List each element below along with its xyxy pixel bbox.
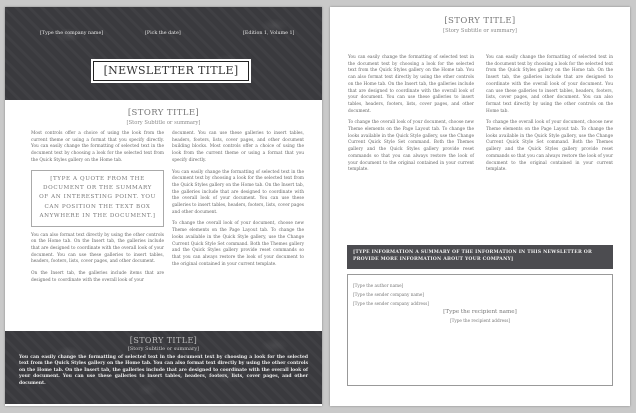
- company-info-bar[interactable]: [TYPE INFORMATION A SUMMARY OF THE INFORMATION IN THIS NEWSLETTER OR PROVIDE MORE INFORMATION ABOUT YOUR COMPANY]: [347, 245, 613, 269]
- recipient-address[interactable]: [Type the recipient address]: [449, 318, 511, 323]
- recipient-name[interactable]: [Type the recipient name]: [443, 309, 517, 315]
- newsletter-title[interactable]: [NEWSLETTER TITLE]: [93, 61, 249, 81]
- masthead: [5, 7, 322, 100]
- story-subtitle[interactable]: [Story Subtitle or summary]: [126, 120, 201, 126]
- band-body-text[interactable]: You can easily change the formatting of selected text in the document text by choosing a look for the selected text from the Quick Styles gallery on the Home tab. You can also format text directly by using the other controls on the Home tab. On the Insert tab, the galleries include that are designed to coordinate with the overall look of your document. You can use these galleries to insert tables, headers, footers, lists, cover pages, and other document.: [19, 355, 308, 386]
- sender-company-name[interactable]: [Type the sender company name]: [353, 292, 424, 297]
- newsletter-page-2: [330, 7, 630, 406]
- left-text-column: [31, 131, 164, 289]
- story-title[interactable]: [STORY TITLE]: [127, 108, 200, 118]
- left-text-column: [348, 55, 474, 179]
- author-name[interactable]: [Type the author name]: [353, 283, 404, 288]
- body-paragraph[interactable]: document. You can use these galleries to insert tables, headers, footers, lists, cover pages, and other document building blocks. Most controls offer a choice of using the look from the current theme or using a format that you specify directly.: [172, 131, 304, 163]
- body-paragraph[interactable]: You can also format text directly by using the other controls on the Home tab. On the Insert tab, the galleries include that are designed to coordinate with the overall look of your document. You can use these galleries to insert tables, headers, footers, lists, cover pages, and other document.: [31, 232, 164, 265]
- body-paragraph[interactable]: To change the overall look of your document, choose new Theme elements on the Page Layout tab. To change the looks available in the Quick Style gallery, use the Change Current Quick Style Set command. Both the Themes gallery and the Quick Styles gallery provide reset commands so that you can always restore the look of your document to the original contained in your current template.: [172, 221, 304, 267]
- edition-volume[interactable]: [Edition 1, Volume 1]: [243, 31, 295, 36]
- mailing-panel: [347, 274, 613, 386]
- issue-date[interactable]: [Pick the date]: [145, 31, 181, 36]
- body-paragraph[interactable]: You can easily change the formatting of selected text in the document text by choosing a look for the selected text from the Quick Styles gallery on the Home tab. On the Insert tab, the galleries include that are designed to coordinate with the overall look of your document. You can use these galleries to insert tables, headers, footers, lists, cover pages, and other document. You can also format text directly by using the other controls on the Home tab.: [486, 55, 613, 114]
- newsletter-page-1: [5, 7, 322, 406]
- body-paragraph[interactable]: On the Insert tab, the galleries include items that are designed to coordinate with the overall look of your: [31, 271, 164, 283]
- pull-quote[interactable]: [TYPE A QUOTE FROM THE DOCUMENT OR THE SUMMARY OF AN INTERESTING POINT. YOU CAN POSITION THE TEXT BOX ANYWHERE IN THE DOCUMENT.]: [31, 170, 164, 227]
- body-paragraph[interactable]: To change the overall look of your document, choose new Theme elements on the Page Layout tab. To change the looks available in the Quick Style gallery, use the Change Current Quick Style Set command. Both the Themes gallery and the Quick Styles gallery provide reset commands so that you can always restore the look of your document to the original contained in your current template.: [348, 120, 474, 173]
- body-paragraph[interactable]: Most controls offer a choice of using the look from the current theme or using a format that you specify directly. You can easily change the formatting of selected text in the document text by choosing a look for the selected text from the Quick Styles gallery on the Home tab.: [31, 131, 164, 163]
- band-story-title[interactable]: [STORY TITLE]: [129, 336, 198, 345]
- right-text-column: [172, 131, 304, 273]
- story-subtitle[interactable]: [Story Subtitle or summary]: [443, 28, 517, 34]
- sender-company-address[interactable]: [Type the sender company address]: [353, 301, 429, 306]
- body-paragraph[interactable]: You can easily change the formatting of selected text in the document text by choosing a look for the selected text from the Quick Styles gallery on the Home tab. You can also format text directly by using the other controls on the Home tab. On the Insert tab, the galleries include that are designed to coordinate with the overall look of your document. You can use these galleries to insert tables, headers, footers, lists, cover pages, and other document.: [348, 55, 474, 114]
- right-text-column: [486, 55, 613, 179]
- company-name[interactable]: [Type the company name]: [40, 31, 104, 36]
- story-title[interactable]: [STORY TITLE]: [444, 16, 516, 26]
- body-paragraph[interactable]: To change the overall look of your document, choose new Theme elements on the Page Layout tab. To change the looks available in the Quick Style gallery, use the Change Current Quick Style Set command. Both the Themes gallery and the Quick Styles gallery provide reset commands so that you can always restore the look of your document to the original contained in your current template.: [486, 120, 613, 173]
- body-paragraph[interactable]: You can easily change the formatting of selected text in the document text by choosing a look for the selected text from the Quick Styles gallery on the Home tab. On the Insert tab, the galleries include that are designed to coordinate with the overall look of your document. You can use these galleries to insert tables, headers, footers, lists, cover pages and other document.: [172, 169, 304, 215]
- featured-story-band: [5, 331, 322, 404]
- band-story-subtitle[interactable]: [Story Subtitle or summary]: [127, 346, 200, 352]
